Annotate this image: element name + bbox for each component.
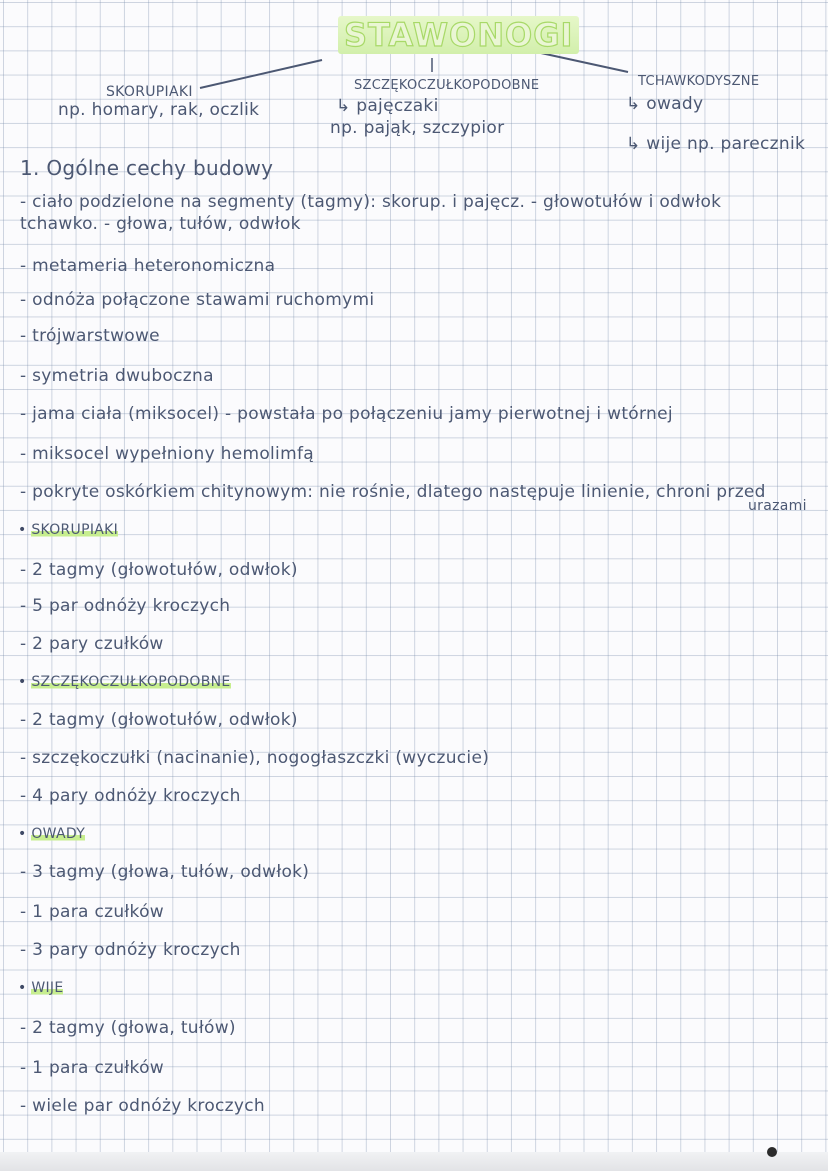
branch-left-heading: SKORUPIAKI: [106, 84, 193, 100]
group-item: - 1 para czułków: [20, 902, 164, 922]
branch-center-example: np. pająk, szczypior: [330, 118, 505, 138]
group-item: - 4 pary odnóży kroczych: [20, 786, 241, 806]
branch-left-example: np. homary, rak, oczlik: [58, 100, 260, 120]
group-item: - 2 tagmy (głowotułów, odwłok): [20, 710, 298, 730]
page-dot: [767, 1147, 777, 1157]
group-heading-text: SZCZĘKOCZUŁKOPODOBNE: [31, 674, 231, 690]
group-item: - szczękoczułki (nacinanie), nogogłaszczki (wyczucie): [20, 748, 490, 768]
branch-center-sub: ↳ pajęczaki: [336, 96, 439, 116]
group-heading-text: WIJE: [31, 980, 64, 996]
group-item: - 2 pary czułków: [20, 634, 164, 654]
general-line: - jama ciała (miksocel) - powstała po połączeniu jamy pierwotnej i wtórnej: [20, 404, 673, 424]
branch-right-sub1: ↳ owady: [626, 94, 704, 114]
general-line: - trójwarstwowe: [20, 326, 160, 346]
general-line: - miksocel wypełniony hemolimfą: [20, 444, 314, 464]
branch-right-heading: TCHAWKODYSZNE: [638, 74, 760, 89]
group-heading: • OWADY: [18, 826, 86, 842]
group-heading-text: SKORUPIAKI: [31, 522, 119, 538]
general-line: - ciało podzielone na segmenty (tagmy): skorup. i pajęcz. - głowotułów i odwłok: [20, 192, 722, 212]
general-line: - odnóża połączone stawami ruchomymi: [20, 290, 375, 310]
branch-right-sub2: ↳ wije np. parecznik: [626, 134, 806, 154]
general-line-text: tchawko. - głowa, tułów, odwłok: [20, 214, 301, 234]
group-item: - 3 tagmy (głowa, tułów, odwłok): [20, 862, 310, 882]
group-heading: • WIJE: [18, 980, 64, 996]
connector-left: [200, 60, 322, 88]
general-line: - symetria dwuboczna: [20, 366, 214, 386]
group-item: - wiele par odnóży kroczych: [20, 1096, 265, 1116]
group-heading: • SKORUPIAKI: [18, 522, 119, 538]
general-line: urazami: [748, 498, 807, 514]
section-heading: 1. Ogólne cechy budowy: [20, 156, 274, 180]
group-item: - 2 tagmy (głowa, tułów): [20, 1018, 236, 1038]
group-heading-text: OWADY: [31, 826, 86, 842]
group-item: - 1 para czułków: [20, 1058, 164, 1078]
page-title: STAWONOGI: [338, 16, 579, 54]
general-line: [20, 214, 301, 234]
group-item: - 2 tagmy (głowotułów, odwłok): [20, 560, 298, 580]
general-line: - metameria heteronomiczna: [20, 256, 276, 276]
group-item: - 5 par odnóży kroczych: [20, 596, 231, 616]
group-item: - 3 pary odnóży kroczych: [20, 940, 241, 960]
branch-center-heading: SZCZĘKOCZUŁKOPODOBNE: [354, 78, 540, 93]
group-heading: • SZCZĘKOCZUŁKOPODOBNE: [18, 674, 231, 690]
general-line: - pokryte oskórkiem chitynowym: nie rośnie, dlatego następuje linienie, chroni przed: [20, 482, 766, 502]
